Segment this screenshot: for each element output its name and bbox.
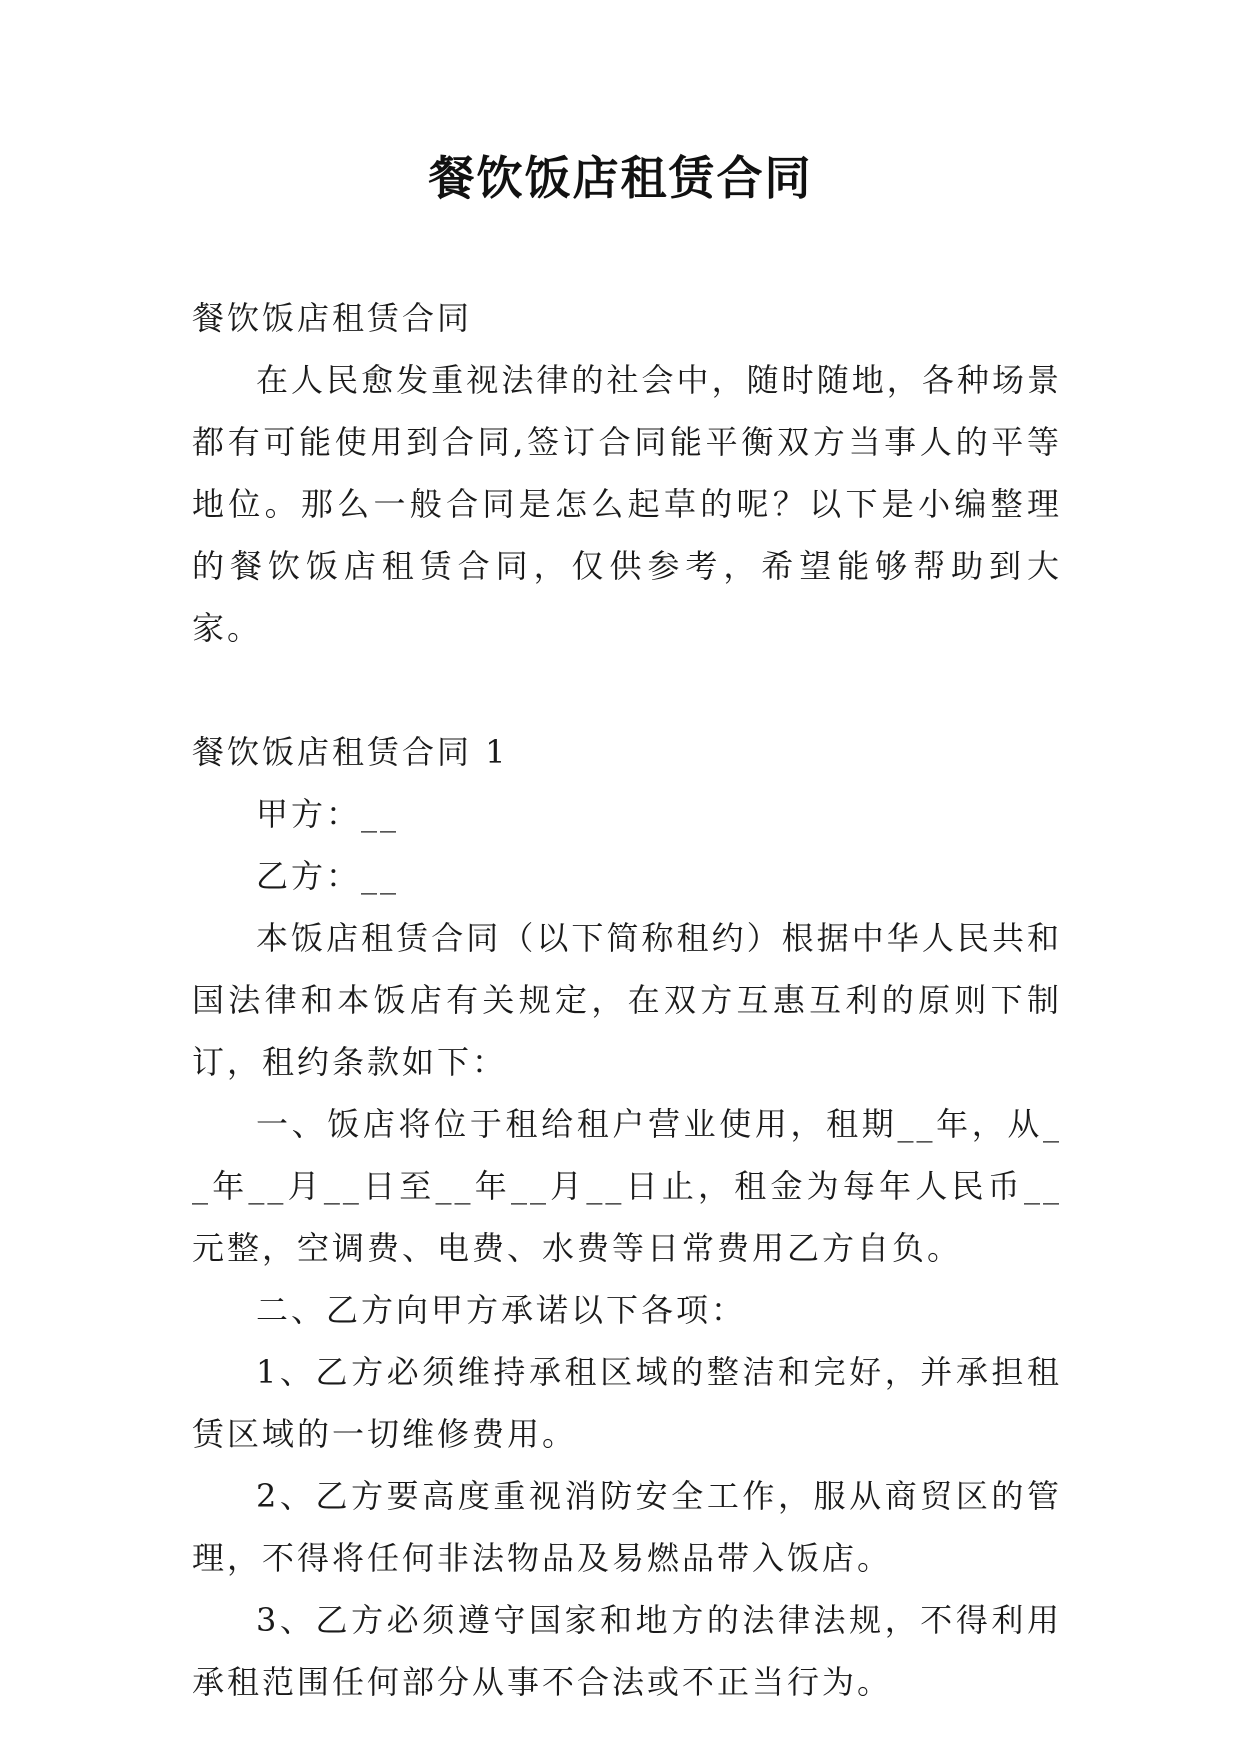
document-title: 餐饮饭店租赁合同 <box>428 151 813 205</box>
preamble-paragraph: 本饭店租赁合同（以下简称租约）根据中华人民共和国法律和本饭店有关规定，在双方互惠互利的原则下制订，租约条款如下： <box>192 919 1062 1081</box>
contract-heading: 餐饮饭店租赁合同 1 <box>192 733 509 771</box>
clause-2-item-2: 2、乙方要高度重视消防安全工作，服从商贸区的管理，不得将任何非法物品及易燃品带入饭店。 <box>192 1477 1062 1577</box>
intro-paragraph: 在人民愈发重视法律的社会中，随时随地，各种场景都有可能使用到合同,签订合同能平衡双方当事人的平等地位。那么一般合同是怎么起草的呢？以下是小编整理的餐饮饭店租赁合同，仅供参考，希望能够帮助到大家。 <box>192 361 1062 647</box>
document-body <box>192 287 1062 1713</box>
clause-2-heading: 二、乙方向甲方承诺以下各项： <box>256 1291 747 1329</box>
party-b-line: 乙方：__ <box>256 857 400 895</box>
subtitle-paragraph: 餐饮饭店租赁合同 <box>192 299 473 337</box>
clause-2-item-3: 3、乙方必须遵守国家和地方的法律法规，不得利用承租范围任何部分从事不合法或不正当行为。 <box>192 1601 1062 1701</box>
clause-1-paragraph: 一、饭店将位于租给租户营业使用，租期__年，从__年__月__日至__年__月__日止，租金为每年人民币__元整，空调费、电费、水费等日常费用乙方自负。 <box>192 1105 1062 1267</box>
party-a-line: 甲方：__ <box>256 795 400 833</box>
clause-2-item-1: 1、乙方必须维持承租区域的整洁和完好，并承担租赁区域的一切维修费用。 <box>192 1353 1062 1453</box>
